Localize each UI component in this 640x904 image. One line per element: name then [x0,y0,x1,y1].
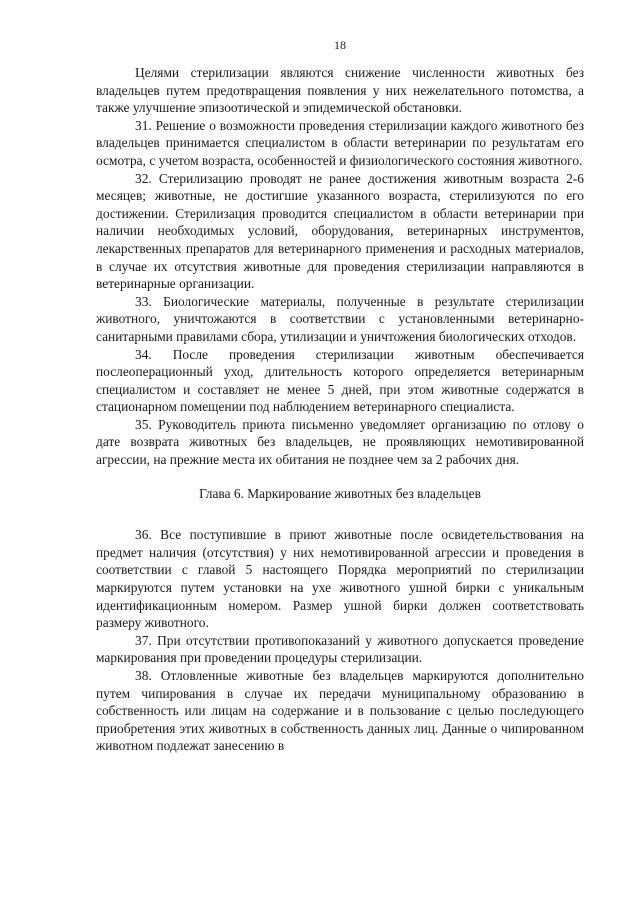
paragraph-37: 37. При отсутствии противопоказаний у животного допускается проведение маркирования при проведении процедуры стерилизации. [96,632,584,666]
paragraph-35: 35. Руководитель приюта письменно уведомляет организацию по отлову о дате возврата животных без владельцев, не проявляющих немотивированной агрессии, на прежние места их обитания не позднее чем за 2 рабочих дня. [96,416,584,468]
paragraph-32: 32. Стерилизацию проводят не ранее достижения животным возраста 2-6 месяцев; животные, не достигшие указанного возраста, стерилизуются по его достижении. Стерилизация проводится специалистом в области ветеринарии при наличии необходимых условий, оборудования, ветеринарных инструментов, лекарственных препаратов для ветеринарного применения и расходных материалов, в случае их отсутствия животные для проведения стерилизации направляются в ветеринарные организации. [96,170,584,292]
paragraph-31: 31. Решение о возможности проведения стерилизации каждого животного без владельцев принимается специалистом в области ветеринарии по результатам его осмотра, с учетом возраста, особенностей и физиологического состояния животного. [96,117,584,168]
paragraph-34: 34. После проведения стерилизации животным обеспечивается послеоперационный уход, длительность которого определяется ветеринарным специалистом и составляет не менее 5 дней, при этом животные содержатся в стационарном помещении под наблюдением ветеринарного специалиста. [96,346,584,415]
paragraph-36: 36. Все поступившие в приют животные после освидетельствования на предмет наличия (отсутствия) у них немотивированной агрессии и проведения в соответствии с главой 5 настоящего Порядка мероприятий по стерилизации маркируются путем установки на ухе животного ушной бирки с уникальным идентификационным номером. Размер ушной бирки должен соответствовать размеру животного. [96,527,584,631]
page-number: 18 [334,38,346,52]
document-body [96,64,584,755]
chapter-title: Глава 6. Маркирование животных без владельцев [199,485,481,501]
paragraph-33: 33. Биологические материалы, полученные в результате стерилизации животного, уничтожаются в соответствии с установленными ветеринарно-санитарными правилами сбора, утилизации и уничтожения биологических отходов. [96,293,584,344]
paragraph-sterilization-goals: Целями стерилизации являются снижение численности животных без владельцев путем предотвращения появления у них нежелательного потомства, а также улучшение эпизоотической и эпидемической обстановки. [96,65,584,116]
paragraph-38: 38. Отловленные животные без владельцев маркируются дополнительно путем чипирования в случае их передачи муниципальному образованию в собственность или лицам на содержание и в пользование с целью последующего приобретения этих животных в собственность данных лиц. Данные о чипированном животном подлежат занесению в [96,668,584,754]
